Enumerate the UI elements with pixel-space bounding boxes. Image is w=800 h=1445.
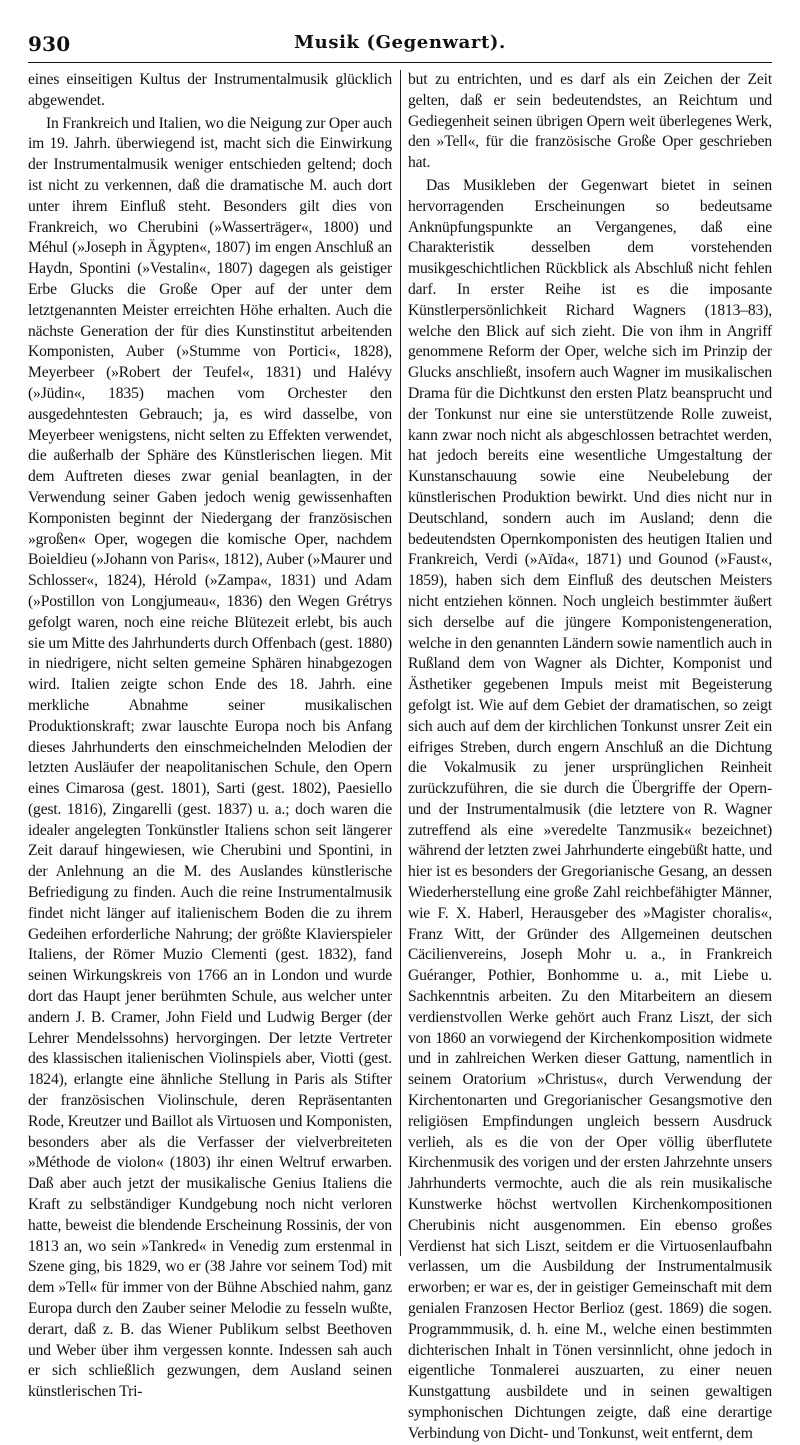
- paragraph: eines einseitigen Kultus der Instrumentalmusik glücklich abgewendet.: [28, 71, 392, 109]
- paragraph: Das Musikleben der Gegenwart bietet in seinen hervorragenden Erscheinungen so bedeutsame Anknüpfungspunkte an Vergangenes, daß eine Charakteristik desselben dem vorstehenden musikgeschichtlichen Rückblick als Abschluß nicht fehlen darf. In erster Reihe ist es die imposante Künstlerpersönlichkeit Richard Wagners (1813–83), welche den Blick auf sich zieht. Die von ihm in Angriff genommene Reform der Oper, welche sich im Prinzip der Glucks anschließt, insofern auch Wagner im musikalischen Drama für die Dichtkunst den ersten Platz beansprucht und der Tonkunst nur eine sie unterstützende Rolle zuweist, kann zwar noch nicht als abgeschlossen betrachtet werden, hat jedoch bereits eine wesentliche Umgestaltung der Kunstanschauung sowie eine Neubelebung der künstlerischen Produktion bewirkt. Und dies nicht nur in Deutschland, sondern auch im Ausland; denn die bedeutendsten Opernkomponisten des heutigen Italien und Frankreich, Verdi (»Aïda«, 1871) und Gounod (»Faust«, 1859), haben sich dem Einfluß des deutschen Meisters nicht entziehen können. Noch ungleich bestimmter äußert sich derselbe auf die jüngere Komponistengeneration, welche in den genannten Ländern sowie namentlich auch in Rußland dem von Wagner als Dichter, Komponist und Ästhetiker gegebenen Impuls meist mit Begeisterung gefolgt ist. Wie auf dem Gebiet der dramatischen, so zeigt sich auch auf dem der kirchlichen Tonkunst unsrer Zeit ein eifriges Streben, durch engern Anschluß an die Dichtung die Vokalmusik zu jener ursprünglichen Reinheit zurückzuführen, die sie durch die Übergriffe der Opern- und der Instrumentalmusik (die letztere von R. Wagner zutreffend als eine »veredelte Tanzmusik« bezeichnet) während der letzten zwei Jahrhunderte eingebüßt hatte, und hier ist es besonders der Gregorianische Gesang, an dessen Wiederherstellung eine große Zahl reichbefähigter Männer, wie F. X. Haberl, Herausgeber des »Magister choralis«, Franz Witt, der Gründer des Allgemeinen deutschen Cäcilienvereins, Joseph Mohr u. a., in Frankreich Guéranger, Pothier, Bonhomme u. a., mit Liebe u. Sachkenntnis arbeiten. Zu den Mitarbeitern an diesem verdienstvollen Werke gehört auch Franz Liszt, der sich von 1860 an vorwiegend der Kirchenkomposition widmete und in zahlreichen Werken dieser Gattung, namentlich in seinem Oratorium »Christus«, durch Verwendung der Kirchentonarten und Gregorianischer Gesangsmotive den religiösen Empfindungen ungleich bessern Ausdruck verlieh, als es die von der Oper völlig überflutete Kirchenmusik des vorigen und der ersten Jahrzehnte unsers Jahrhunderts vermochte, auch die als rein musikalische Kunstwerke höchst wertvollen Kirchenkompositionen Cherubinis nicht ausgenommen. Ein ebenso großes Verdienst hat sich Liszt, seitdem er die Virtuosenlaufbahn verlassen, um die Ausbildung der Instrumentalmusik erworben; er war es, der in geistiger Gemeinschaft mit dem genialen Franzosen Hector Berlioz (gest. 1869) die sogen. Programmmusik, d. h. eine M., welche einen bestimmten dichterischen Inhalt in Tönen versinnlicht, ohne jedoch in eigentliche Tonmalerei auszuarten, zu einer neuen Kunstgattung ausbildete und in seinen gewaltigen symphonischen Dichtungen zeigte, daß eine derartige Verbindung von Dicht- und Tonkunst, weit entfernt, dem: [408, 176, 772, 1442]
- page-number: 930: [28, 32, 71, 56]
- text-columns: [28, 70, 772, 1442]
- page-header: [28, 26, 772, 63]
- running-head: Musik (Gegenwart).: [294, 32, 506, 53]
- paragraph: but zu entrichten, und es darf als ein Zeichen der Zeit gelten, daß er sein bedeutendstes, an Reichtum und Gediegenheit seinen übrigen Opern weit überlegenes Werk, den »Tell«, für die französische Große Oper geschrieben hat.: [408, 71, 772, 172]
- right-column: [408, 70, 772, 1442]
- paragraph: In Frankreich und Italien, wo die Neigung zur Oper auch im 19. Jahrh. überwiegend ist, macht sich die Einwirkung der Instrumentalmusik weniger entschieden geltend; doch ist nicht zu verkennen, daß die dramatische M. auch dort unter ihrem Einfluß steht. Besonders gilt dies von Frankreich, wo Cherubini (»Wasserträger«, 1800) und Méhul (»Joseph in Ägypten«, 1807) im engen Anschluß an Haydn, Spontini (»Vestalin«, 1807) dagegen als geistiger Erbe Glucks die Große Oper auf der unter dem letztgenannten Meister erreichten Höhe erhalten. Auch die nächste Generation der für dies Kunstinstitut arbeitenden Komponisten, Auber (»Stumme von Portici«, 1828), Meyerbeer (»Robert der Teufel«, 1831) und Halévy (»Jüdin«, 1835) machen vom Orchester den ausgedehntesten Gebrauch; ja, es wird dasselbe, von Meyerbeer wenigstens, nicht selten zu Effekten verwendet, die außerhalb der Sphäre des Künstlerischen liegen. Mit dem Auftreten dieses zwar genial beanlagten, in der Verwendung seiner Gaben jedoch wenig gewissenhaften Komponisten beginnt der Niedergang der französischen »großen« Oper, wogegen die komische Oper, nachdem Boieldieu (»Johann von Paris«, 1812), Auber (»Maurer und Schlosser«, 1824), Hérold (»Zampa«, 1831) und Adam (»Postillon von Longjumeau«, 1836) den Wegen Grétrys gefolgt waren, noch eine reiche Blütezeit erlebt, bis auch sie um Mitte des Jahrhunderts durch Offenbach (gest. 1880) in niedrigere, nicht selten gemeine Sphären hinabgezogen wird. Italien zeigte schon Ende des 18. Jahrh. eine merkliche Abnahme seiner musikalischen Produktionskraft; zwar lauschte Europa noch bis Anfang dieses Jahrhunderts den einschmeichelnden Melodien der letzten Ausläufer der neapolitanischen Schule, den Opern eines Cimarosa (gest. 1801), Sarti (gest. 1802), Paesiello (gest. 1816), Zingarelli (gest. 1837) u. a.; doch waren die idealer angelegten Tonkünstler Italiens schon seit längerer Zeit darauf hingewiesen, wie Cherubini und Spontini, in der Anlehnung an die M. des Auslandes künstlerische Befriedigung zu finden. Auch die reine Instrumentalmusik findet nicht länger auf italienischem Boden die zu ihrem Gedeihen erforderliche Nahrung; der größte Klavierspieler Italiens, der Römer Muzio Clementi (gest. 1832), fand seinen Wirkungskreis von 1766 an in London und wurde dort das Haupt jener berühmten Schule, aus welcher unter andern J. B. Cramer, John Field und Ludwig Berger (der Lehrer Mendelssohns) hervorgingen. Der letzte Vertreter des klassischen italienischen Violinspiels aber, Viotti (gest. 1824), erlangte eine ähnliche Stellung in Paris als Stifter der französischen Violinschule, deren Repräsentanten Rode, Kreutzer und Baillot als Virtuosen und Komponisten, besonders aber als die Verfasser der vielverbreiteten »Méthode de violon« (1803) ihr einen Weltruf erwarben. Daß aber auch jetzt der musikalische Genius Italiens die Kraft zu selbständiger Kundgebung noch nicht verloren hatte, beweist die blendende Erscheinung Rossinis, der von 1813 an, wo sein »Tankred« in Venedig zum erstenmal in Szene ging, bis 1829, wo er (38 Jahre vor seinem Tod) mit dem »Tell« für immer von der Bühne Abschied nahm, ganz Europa durch den Zauber seiner Melodie zu fesseln wußte, derart, daß z. B. das Wiener Publikum selbst Beethoven und Weber über ihm vergessen konnte. Indessen sah auch er sich schließlich gezwungen, dem Ausland seinen künstlerischen Tri-: [28, 114, 393, 1401]
- column-divider: [400, 70, 401, 1256]
- document-page: [28, 26, 772, 1442]
- left-column: [28, 70, 393, 1401]
